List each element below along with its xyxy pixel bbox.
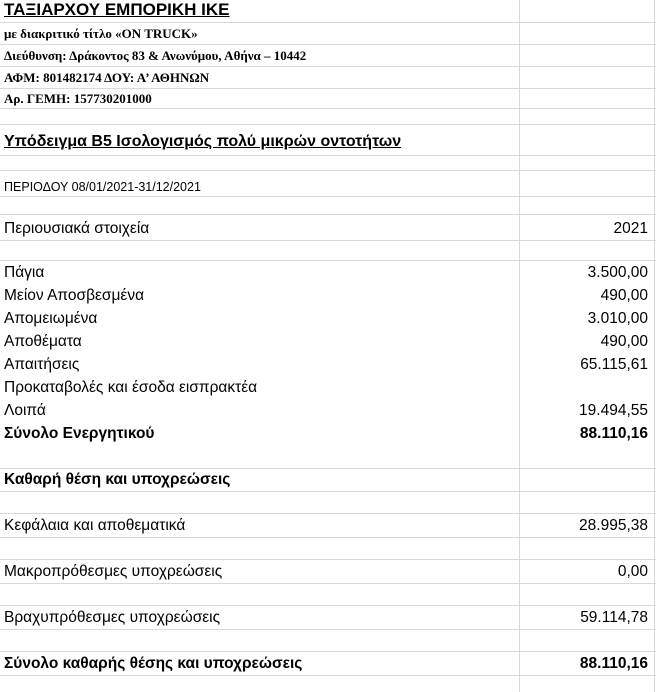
company-name: ΤΑΞΙΑΡΧΟΥ ΕΜΠΟΡΙΚΗ ΙΚΕ — [4, 0, 230, 19]
liability-value: 59.114,78 — [580, 609, 648, 626]
asset-label: Προκαταβολές και έσοδα εισπρακτέα — [4, 379, 258, 396]
asset-row — [0, 330, 656, 353]
asset-row — [0, 261, 656, 284]
row-divider — [0, 240, 656, 241]
row-divider — [0, 155, 656, 156]
liabilities-header-row — [0, 468, 656, 491]
asset-value: 490,00 — [600, 333, 648, 350]
asset-row — [0, 307, 656, 330]
company-name-row — [0, 0, 656, 22]
liability-label: Μακροπρόθεσμες υποχρεώσεις — [4, 563, 223, 580]
row-divider — [0, 583, 656, 584]
period-row — [0, 171, 656, 196]
asset-row — [0, 353, 656, 376]
liabilities-total-label: Σύνολο καθαρής θέσης και υποχρεώσεις — [4, 655, 303, 672]
trade-name-row — [0, 22, 656, 44]
assets-total-label: Σύνολο Ενεργητικού — [4, 425, 155, 442]
liability-row — [0, 606, 656, 629]
liabilities-heading: Καθαρή θέση και υποχρεώσεις — [4, 471, 231, 488]
row-divider — [0, 629, 656, 630]
liabilities-total-value: 88.110,16 — [579, 655, 648, 672]
liability-label: Κεφάλαια και αποθεματικά — [4, 517, 186, 534]
year-label: 2021 — [613, 220, 648, 237]
assets-header-row — [0, 215, 656, 240]
asset-label: Αποθέματα — [4, 333, 82, 350]
assets-total-row — [0, 422, 656, 445]
asset-label: Πάγια — [4, 264, 45, 281]
liabilities-total-row — [0, 652, 656, 675]
asset-row — [0, 376, 656, 399]
document-title: Υπόδειγμα Β5 Ισολογισμός πολύ μικρών οντοτήτων — [4, 133, 402, 150]
title-row — [0, 125, 656, 155]
company-address: Διεύθυνση: Δράκοντος 83 & Ανωνύμου, Αθήνα – 10442 — [4, 48, 307, 63]
asset-row — [0, 399, 656, 422]
asset-value: 3.500,00 — [587, 264, 648, 281]
gemi-number: Αρ. ΓΕΜΗ: 157730201000 — [4, 91, 152, 106]
liability-value: 0,00 — [617, 563, 648, 580]
asset-value: 3.010,00 — [587, 310, 648, 327]
address-row — [0, 44, 656, 66]
liability-label: Βραχυπρόθεσμες υποχρεώσεις — [4, 609, 221, 626]
tax-row — [0, 66, 656, 88]
row-divider — [0, 537, 656, 538]
asset-label: Απομειωμένα — [4, 310, 98, 327]
asset-value: 490,00 — [600, 287, 648, 304]
asset-label: Απαιτήσεις — [4, 356, 80, 373]
liability-row — [0, 514, 656, 537]
trade-name: με διακριτικό τίτλο «ON TRUCK» — [4, 26, 198, 41]
asset-value: 19.494,55 — [579, 402, 648, 419]
asset-label: Λοιπά — [4, 402, 46, 419]
row-divider — [0, 196, 656, 197]
period-label: ΠΕΡΙΟΔΟΥ 08/01/2021-31/12/2021 — [4, 180, 201, 194]
gemi-row — [0, 88, 656, 109]
liability-value: 28.995,38 — [579, 517, 648, 534]
assets-heading: Περιουσιακά στοιχεία — [4, 220, 150, 237]
asset-value: 65.115,61 — [580, 356, 648, 373]
asset-label: Μείον Αποσβεσμένα — [4, 287, 145, 304]
tax-id: ΑΦΜ: 801482174 ΔΟΥ: Α’ ΑΘΗΝΩΝ — [4, 70, 210, 85]
row-divider — [0, 675, 656, 676]
assets-total-value: 88.110,16 — [579, 425, 648, 442]
asset-row — [0, 284, 656, 307]
row-divider — [0, 491, 656, 492]
liability-row — [0, 560, 656, 583]
